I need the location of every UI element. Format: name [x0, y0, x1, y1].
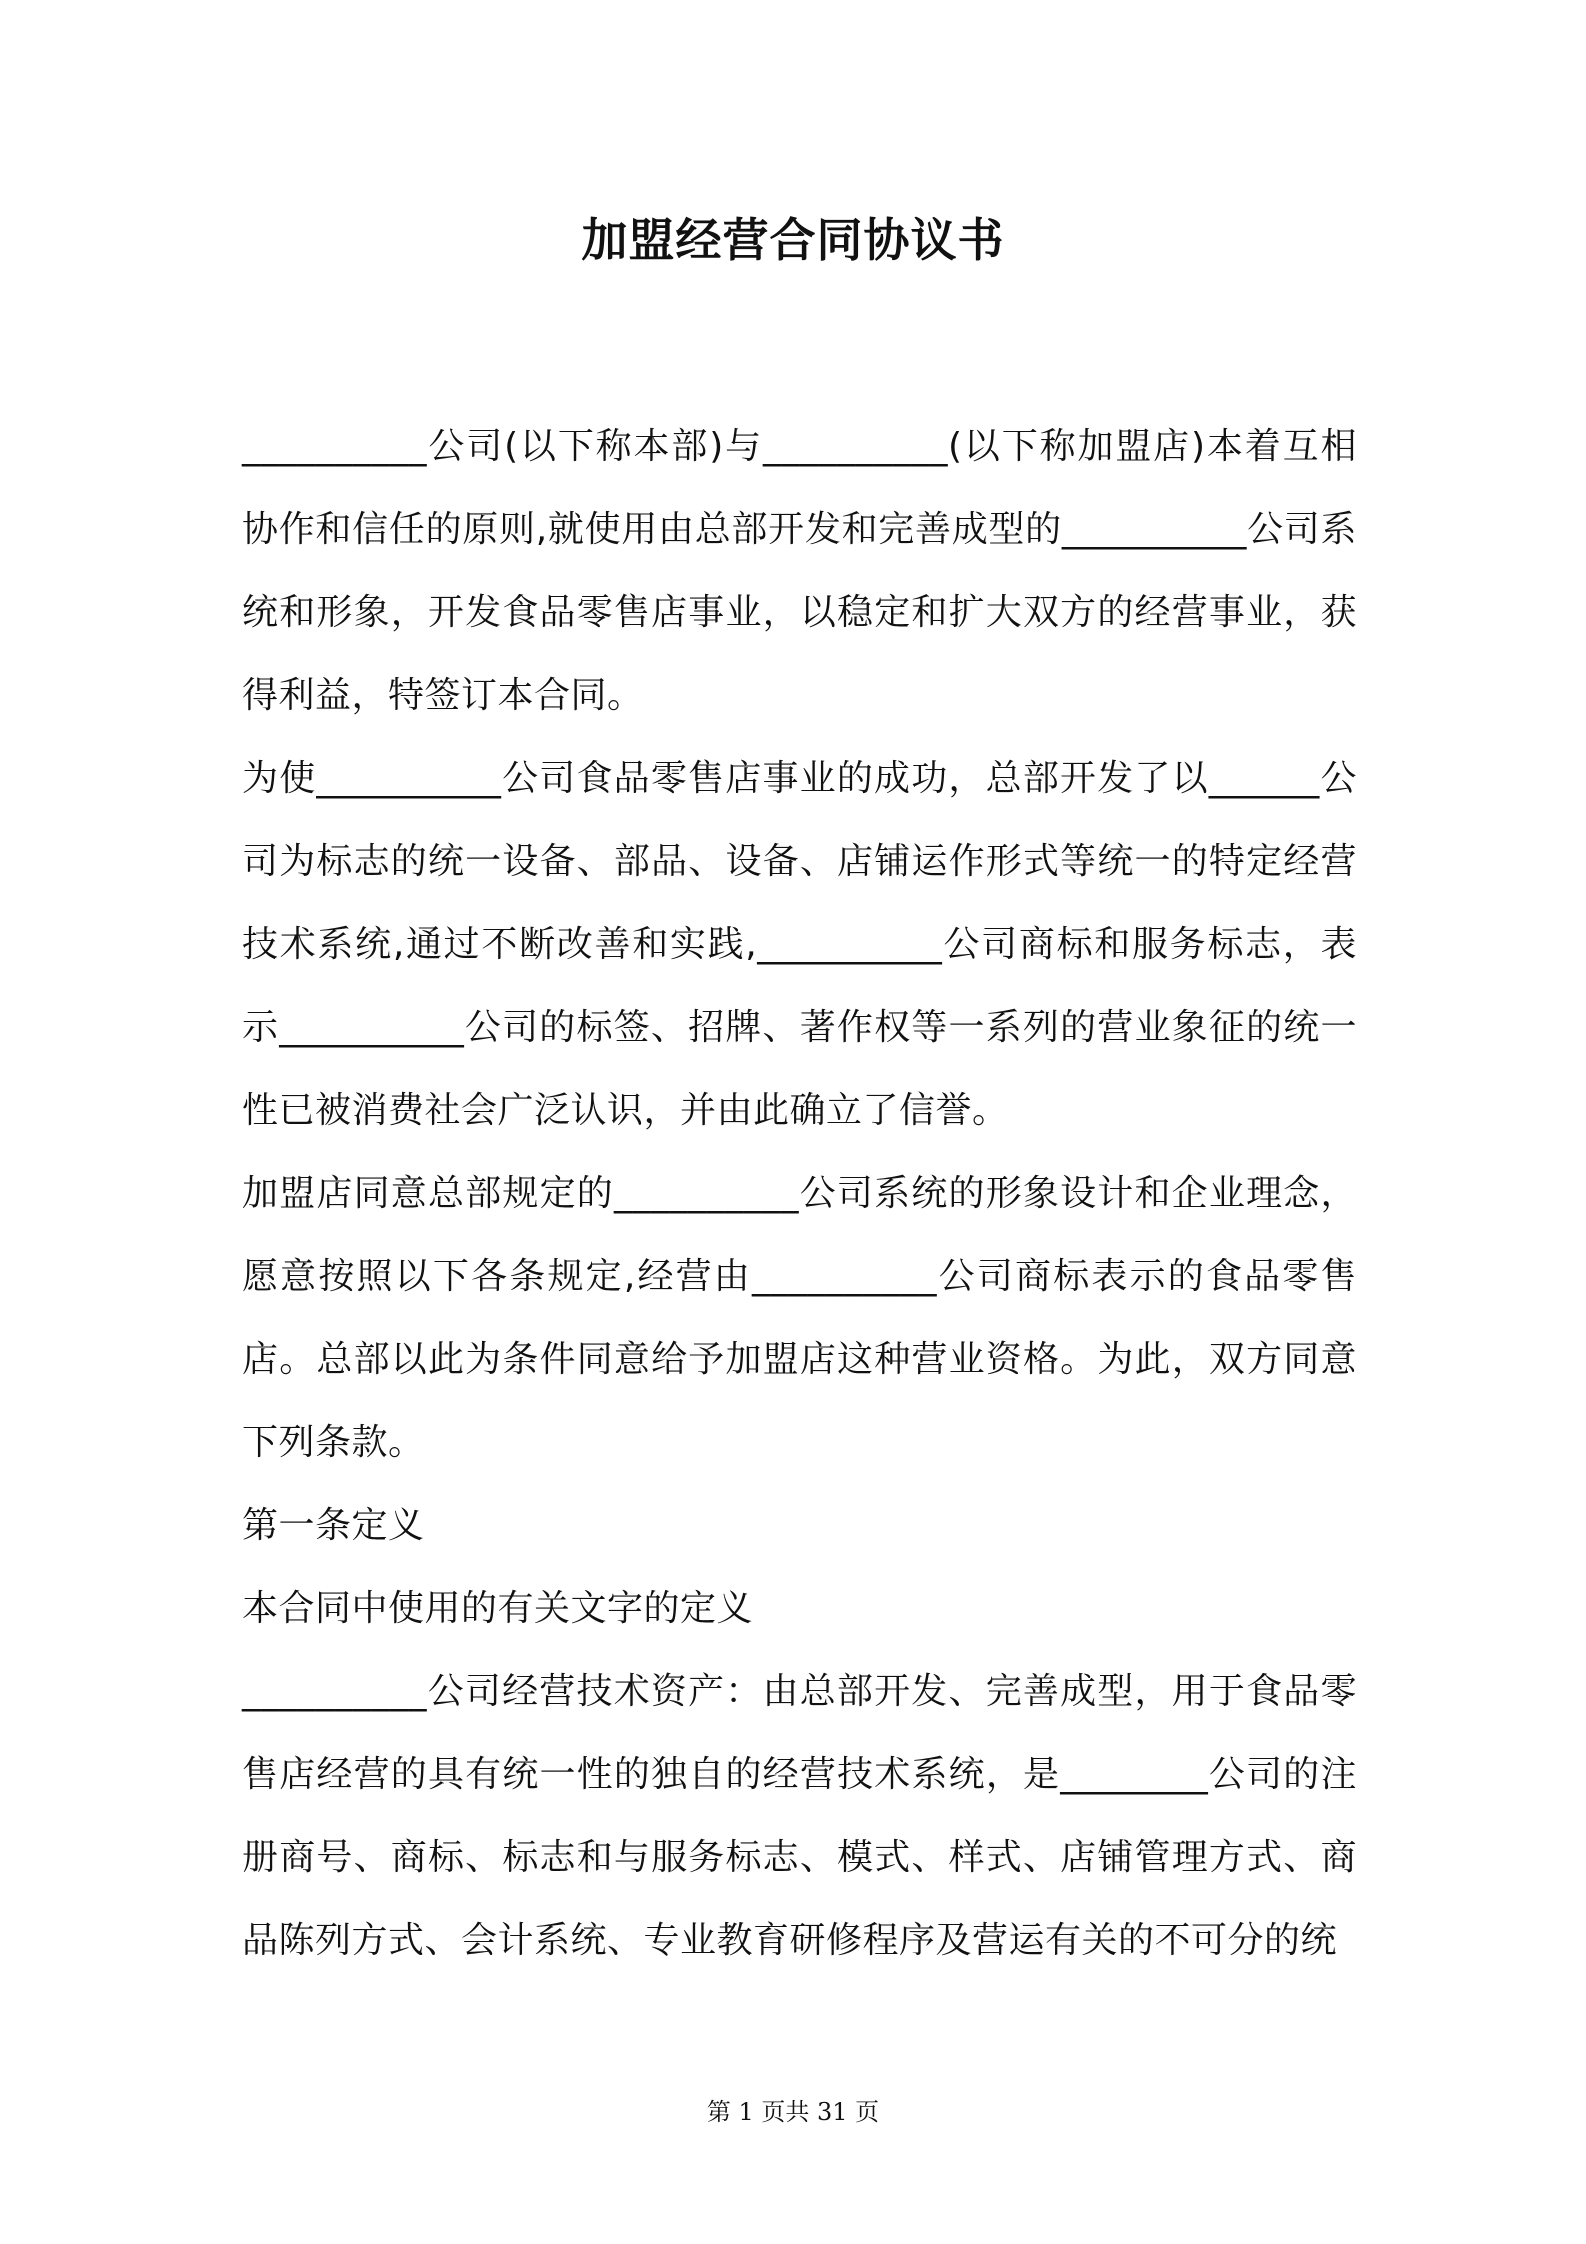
paragraph-definitions-intro: 本合同中使用的有关文字的定义 [242, 1588, 754, 1629]
paragraph-agreement: 加盟店同意总部规定的__________公司系统的形象设计和企业理念，愿意按照以下各条规定,经营由__________公司商标表示的食品零售店。总部以此为条件同意给予加盟店这种营业资格。为此，双方同意下列条款。 [242, 1173, 1357, 1463]
document-title: 加盟经营合同协议书 [581, 213, 1005, 267]
paragraph-background: 为使__________公司食品零售店事业的成功，总部开发了以______公司为标志的统一设备、部品、设备、店铺运作形式等统一的特定经营技术系统,通过不断改善和实践,__________公司商标和服务标志，表示__________公司的标签、招牌、著作权等一系列的营业象征的统一性已被消费社会广泛认识，并由此确立了信誉。 [242, 758, 1357, 1131]
page-number-footer: 第 1 页共 31 页 [706, 2098, 880, 2126]
paragraph-preamble: __________公司(以下称本部)与__________(以下称加盟店)本着互相协作和信任的原则,就使用由总部开发和完善成型的__________公司系统和形象，开发食品零售店事业，以稳定和扩大双方的经营事业，获得利益，特签订本合同。 [242, 426, 1357, 716]
paragraph-definition-assets: __________公司经营技术资产：由总部开发、完善成型，用于食品零售店经营的具有统一性的独自的经营技术系统，是________公司的注册商号、商标、标志和与服务标志、模式、样式、店铺管理方式、商品陈列方式、会计系统、专业教育研修程序及营运有关的不可分的统 [242, 1671, 1357, 1961]
section-heading-article-1: 第一条定义 [242, 1505, 425, 1546]
document-body [242, 405, 1357, 1982]
